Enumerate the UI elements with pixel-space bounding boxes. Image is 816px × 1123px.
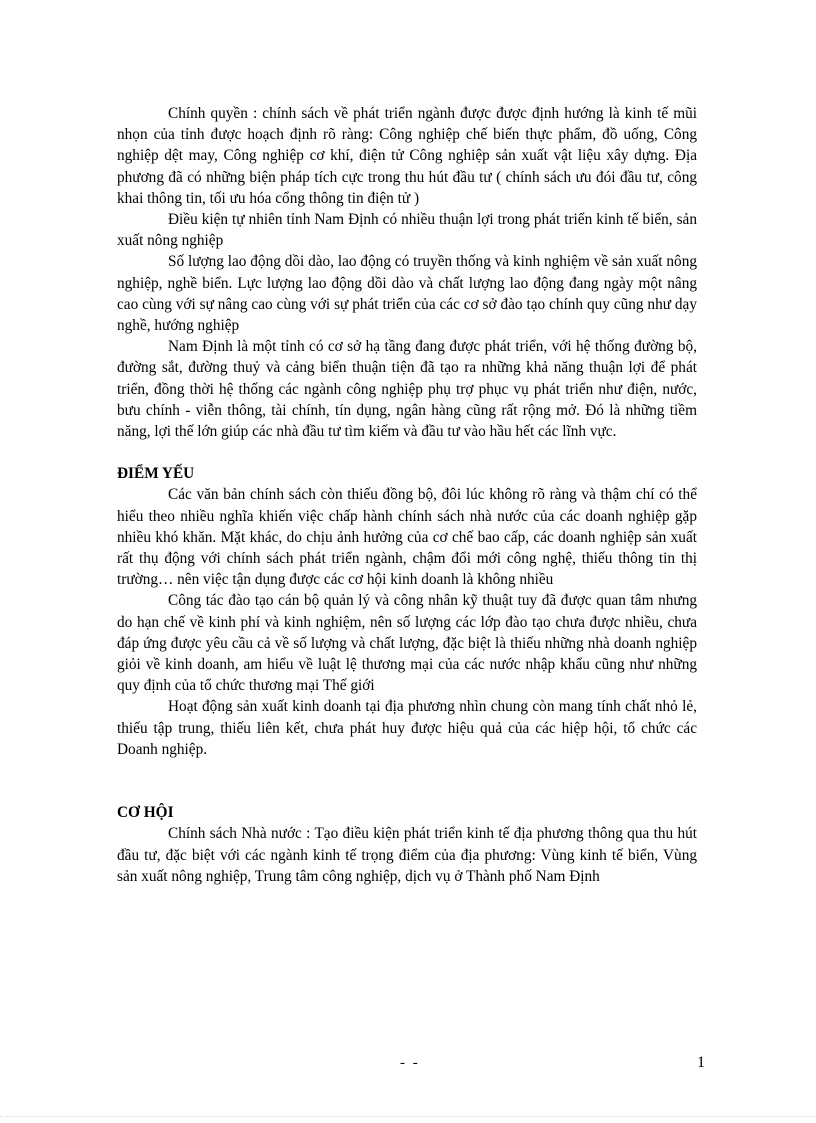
page-edge-divider — [0, 1116, 816, 1117]
spacer — [117, 442, 697, 463]
paragraph: Số lượng lao động dồi dào, lao động có truyền thống và kinh nghiệm về sản xuất nông nghiệp, nghề biển. Lực lượng lao động dồi dào và chất lượng lao động đang ngày một nâng cao cùng với sự nâng cao cùng với sự phát triển của các cơ sở đào tạo chính quy cũng như dạy nghề, hướng nghiệp — [117, 253, 697, 335]
spacer — [117, 760, 697, 802]
document-body — [117, 103, 697, 887]
paragraph: Công tác đào tạo cán bộ quản lý và công nhân kỹ thuật tuy đã được quan tâm nhưng do hạn chế về kinh phí và kinh nghiệm, nên số lượng các lớp đào tạo chưa được nhiều, chưa đáp ứng được yêu cầu cả về số lượng và chất lượng, đặc biệt là thiếu những nhà doanh nghiệp giỏi về kinh doanh, am hiểu về luật lệ thương mại của các nước nhập khẩu cũng như những quy định của tổ chức thương mại Thế giới — [117, 592, 697, 695]
paragraph: Các văn bản chính sách còn thiếu đồng bộ, đôi lúc không rõ ràng và thậm chí có thể hiểu theo nhiều nghĩa khiến việc chấp hành chính sách nhà nước của các doanh nghiệp gặp nhiều khó khăn. Mặt khác, do chịu ảnh hưởng của cơ chế bao cấp, các doanh nghiệp sản xuất rất thụ động với chính sách phát triển ngành, chậm đổi mới công nghệ, thiếu thông tin thị trường… nên việc tận dụng được các cơ hội kinh doanh là không nhiều — [117, 486, 697, 589]
footer-center-text: - - — [400, 1055, 420, 1071]
section-heading-weaknesses: ĐIỂM YẾU — [117, 465, 195, 483]
paragraph: Nam Định là một tỉnh có cơ sở hạ tầng đang được phát triển, với hệ thống đường bộ, đường sắt, đường thuỷ và cảng biển thuận tiện đã tạo ra những khả năng thuận lợi để phát triển, đồng thời hệ thống các ngành công nghiệp phụ trợ phục vụ phát triển như điện, nước, bưu chính - viễn thông, tài chính, tín dụng, ngân hàng cũng rất rộng mở. Đó là những tiềm năng, lợi thế lớn giúp các nhà đầu tư tìm kiếm và đầu tư vào hầu hết các lĩnh vực. — [117, 338, 697, 441]
paragraph: Hoạt động sản xuất kinh doanh tại địa phương nhìn chung còn mang tính chất nhỏ lẻ, thiếu tập trung, thiếu liên kết, chưa phát huy được hiệu quả của các hiệp hội, tổ chức các Doanh nghiệp. — [117, 698, 697, 758]
section-heading-opportunities: CƠ HỘI — [117, 804, 174, 822]
page-number: 1 — [697, 1054, 705, 1071]
paragraph: Chính quyền : chính sách về phát triển ngành được được định hướng là kinh tế mũi nhọn của tỉnh được hoạch định rõ ràng: Công nghiệp chế biến thực phẩm, đồ uống, Công nghiệp dệt may, Công nghiệp cơ khí, điện tử Công nghiệp sản xuất vật liệu xây dựng. Địa phương đã có những biện pháp tích cực trong thu hút đầu tư ( chính sách ưu đói đầu tư, công khai thông tin, tối ưu hóa cổng thông tin điện tử ) — [117, 105, 697, 207]
paragraph: Chính sách Nhà nước : Tạo điều kiện phát triển kinh tế địa phương thông qua thu hút đầu tư, đặc biệt với các ngành kinh tế trọng điểm của địa phương: Vùng kinh tế biển, Vùng sản xuất nông nghiệp, Trung tâm công nghiệp, dịch vụ ở Thành phố Nam Định — [117, 825, 697, 885]
paragraph: Điều kiện tự nhiên tỉnh Nam Định có nhiều thuận lợi trong phát triển kinh tế biển, sản xuất nông nghiệp — [117, 211, 697, 250]
